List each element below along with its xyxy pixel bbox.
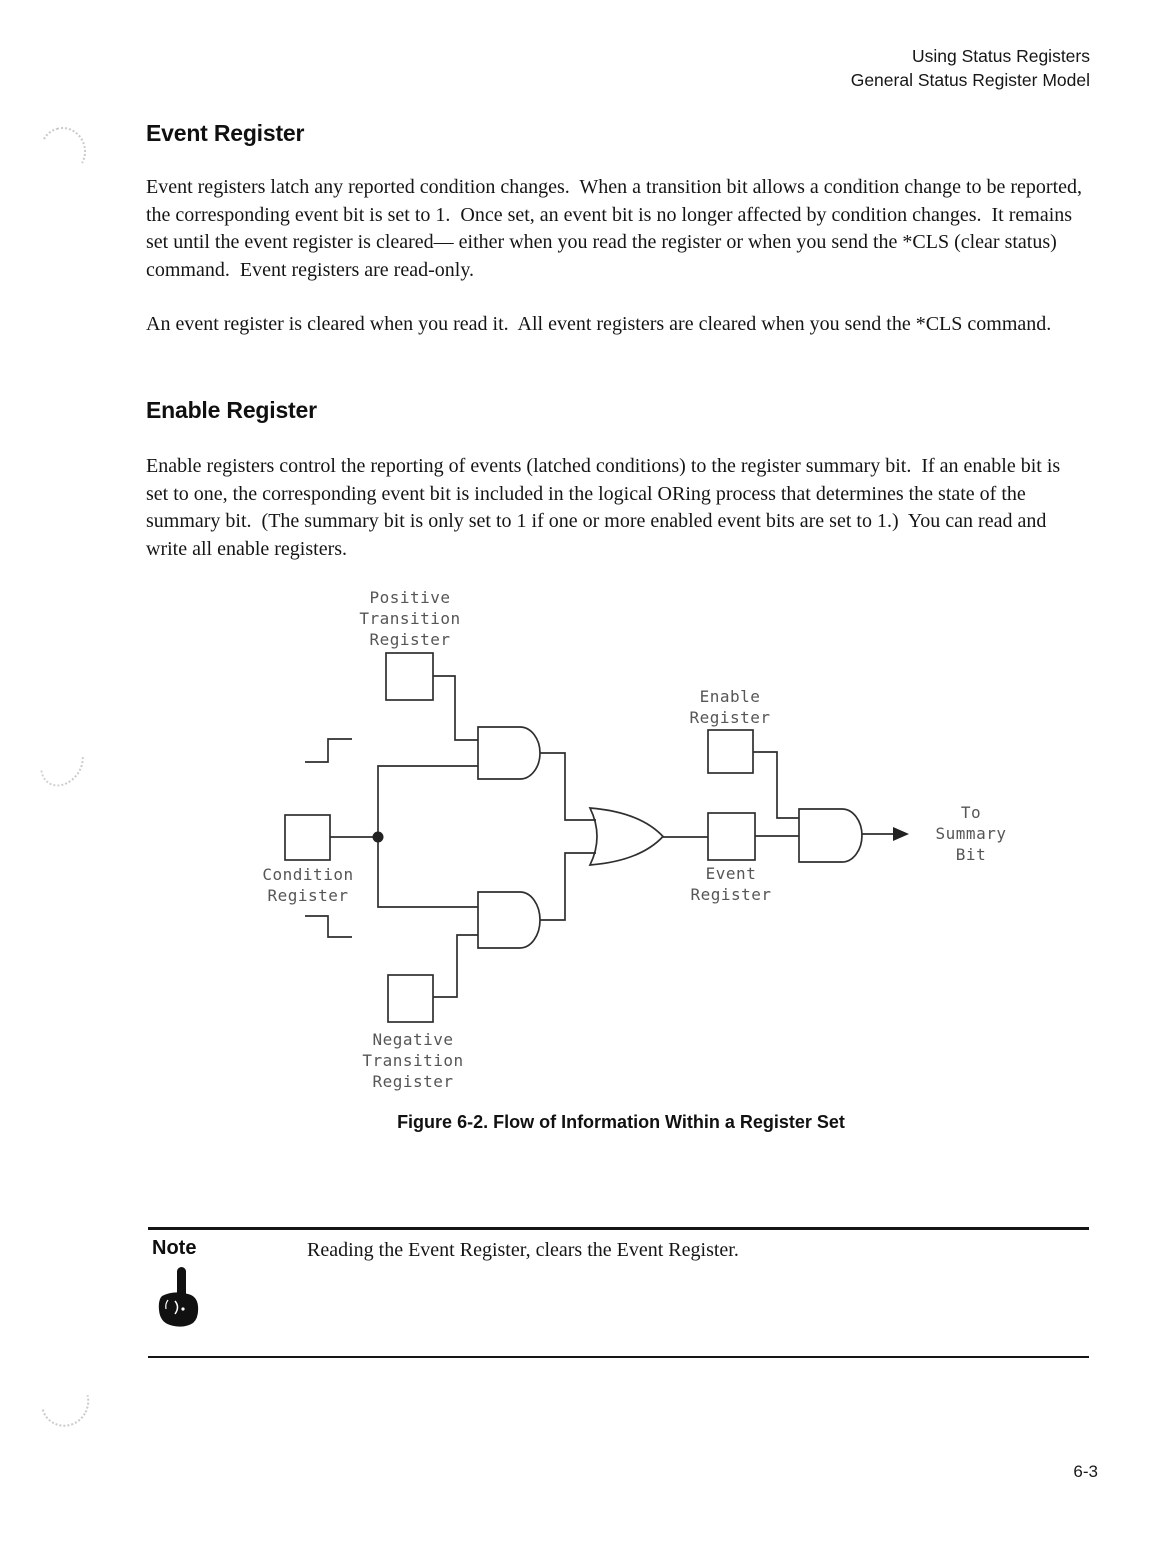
- falling-edge-icon: [305, 916, 352, 937]
- junction-dot: [373, 832, 384, 843]
- page-number: 6-3: [1073, 1462, 1098, 1481]
- or-gate: [590, 808, 663, 865]
- pointing-hand-icon: [156, 1266, 202, 1328]
- note-bottom-rule: [148, 1356, 1089, 1358]
- section-heading-enable-register: Enable Register: [146, 397, 317, 423]
- and-gate-bottom: [478, 892, 540, 948]
- wire-positive-to-and: [433, 676, 478, 740]
- scan-artifact: [32, 1368, 99, 1435]
- label-enable-register: Enable Register: [689, 687, 771, 727]
- and-gate-top: [478, 727, 540, 779]
- label-to-summary-bit: To Summary Bit: [935, 803, 1007, 864]
- wire-and-top-to-or: [540, 753, 596, 820]
- label-negative-transition-register: Negative Transition Register: [362, 1030, 464, 1091]
- positive-transition-register-box: [386, 653, 433, 700]
- rising-edge-icon: [305, 739, 352, 762]
- header-line-2: General Status Register Model: [850, 70, 1090, 90]
- paragraph: Event registers latch any reported condition changes. When a transition bit allows a condition change to be reported, the corresponding event bit is set to 1. Once set, an event bit is no longer affected by condition changes. It remains set until the event register is cleared— either when you read the register or when you send the *CLS (clear status) command. Event registers are read-only.: [146, 176, 1088, 281]
- note-top-rule: [148, 1227, 1089, 1230]
- and-gate-output: [799, 809, 862, 862]
- wire-negative-to-and: [433, 935, 478, 997]
- figure-6-2-diagram: [250, 580, 1050, 1100]
- page-header: [851, 44, 1090, 92]
- note-text: Reading the Event Register, clears the Event Register.: [307, 1239, 739, 1261]
- scan-artifact: [35, 122, 92, 180]
- paragraph: An event register is cleared when you read it. All event registers are cleared when you send the *CLS command.: [146, 313, 1052, 335]
- figure-caption: Figure 6-2. Flow of Information Within a Register Set: [397, 1112, 845, 1132]
- note-label: Note: [152, 1237, 197, 1259]
- label-condition-register: Condition Register: [262, 865, 354, 905]
- wire-junction-to-and-top: [378, 766, 478, 837]
- label-event-register: Event Register: [690, 864, 772, 904]
- header-line-1: Using Status Registers: [912, 46, 1090, 66]
- section-heading-event-register: Event Register: [146, 120, 305, 146]
- condition-register-box: [285, 815, 330, 860]
- enable-register-box: [708, 730, 753, 773]
- paragraph: Enable registers control the reporting of events (latched conditions) to the register summary bit. If an enable bit is set to one, the corresponding event bit is included in the logical ORing process that determines the state of the summary bit. (The summary bit is only set to 1 if one or more enabled event bits are set to 1.) You can read and write all enable registers.: [146, 455, 1066, 560]
- wire-junction-to-and-bottom: [378, 837, 478, 907]
- scan-artifact: [31, 731, 92, 795]
- wire-enable-to-and: [753, 752, 799, 818]
- wire-and-bottom-to-or: [540, 853, 596, 920]
- event-register-box: [708, 813, 755, 860]
- label-positive-transition-register: Positive Transition Register: [359, 588, 461, 649]
- negative-transition-register-box: [388, 975, 433, 1022]
